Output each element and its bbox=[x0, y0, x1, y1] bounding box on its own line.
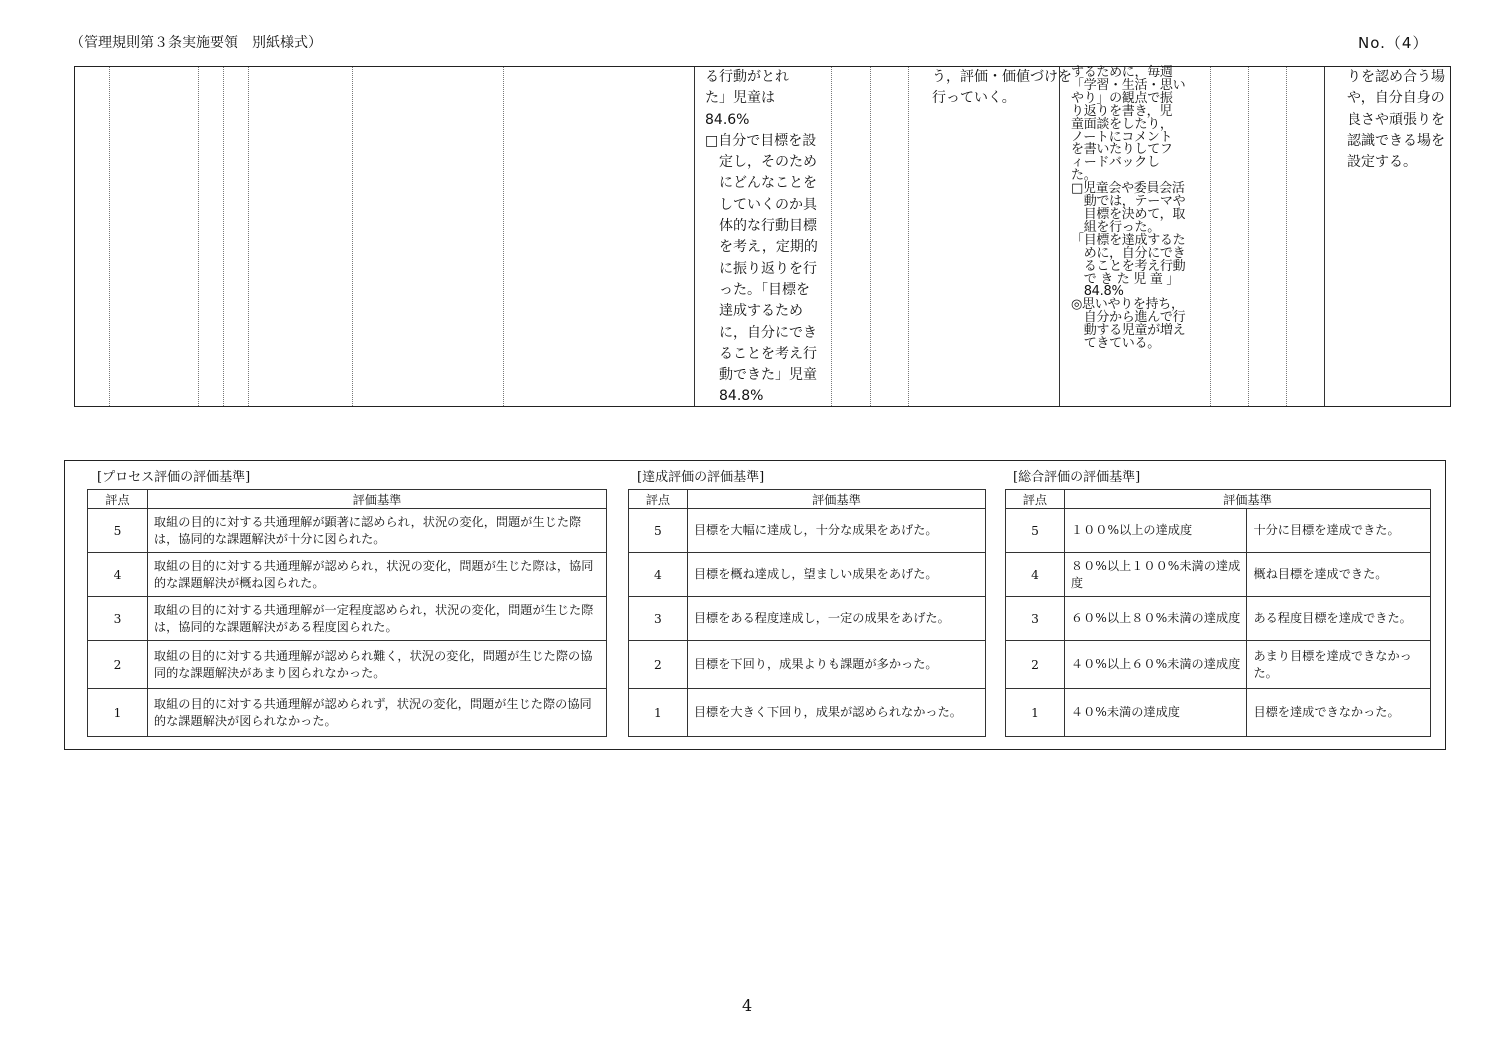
range-cell: ６０%以上８０%未満の達成度 bbox=[1064, 597, 1247, 641]
criteria-cell: あまり目標を達成できなかった。 bbox=[1247, 641, 1431, 689]
column-divider bbox=[248, 67, 249, 406]
criteria-cell: 取組の目的に対する共通理解が認められず，状況の変化，問題が生じた際の協同的な課題解決が図られなかった。 bbox=[147, 689, 606, 737]
criteria-header: 評価基準 bbox=[147, 490, 606, 509]
column-divider bbox=[1059, 67, 1060, 406]
plan-table-continued bbox=[74, 66, 1451, 407]
criteria-cell: 目標を大幅に達成し，十分な成果をあげた。 bbox=[687, 509, 985, 553]
score-cell: 4 bbox=[629, 553, 688, 597]
criteria-cell: 目標を大きく下回り，成果が認められなかった。 bbox=[687, 689, 985, 737]
score-header: 評点 bbox=[1006, 490, 1065, 509]
process-result-text: するために，毎週 「学習・生活・思い やり」の観点で振 り返りを書き，児 童面談をしたり， ノートにコメント を書いたりしてフ ィードバックし た。 □児童会や委員会活 動では，テーマや 目標を決めて，取 組を行った。 「目標を達成するた めに，自分にでき ることを考え行動 で き た 児 童 」 84.8% ◎思いやりを持ち， 自分から進んで行 動する児童が増え てきている。 bbox=[1071, 65, 1186, 352]
form-header-label: （管理規則第３条実施要領 別紙様式） bbox=[70, 35, 322, 51]
criteria-cell: 取組の目的に対する共通理解が認められ難く，状況の変化，問題が生じた際の協同的な課題解決があまり図られなかった。 bbox=[147, 641, 606, 689]
score-cell: 5 bbox=[88, 509, 148, 553]
criteria-cell: 目標を概ね達成し，望ましい成果をあげた。 bbox=[687, 553, 985, 597]
criteria-cell: 取組の目的に対する共通理解が一定程度認められ，状況の変化，問題が生じた際は，協同的な課題解決がある程度図られた。 bbox=[147, 597, 606, 641]
page-code: No.（4） bbox=[1358, 34, 1429, 52]
score-cell: 3 bbox=[1006, 597, 1065, 641]
score-cell: 4 bbox=[88, 553, 148, 597]
column-divider bbox=[1324, 67, 1325, 406]
criteria-cell: 目標を達成できなかった。 bbox=[1247, 689, 1431, 737]
column-divider bbox=[223, 67, 224, 406]
range-cell: ４０%未満の達成度 bbox=[1064, 689, 1247, 737]
column-divider bbox=[1286, 67, 1287, 406]
score-cell: 5 bbox=[1006, 509, 1065, 553]
criteria-cell: 概ね目標を達成できた。 bbox=[1247, 553, 1431, 597]
score-header: 評点 bbox=[88, 490, 148, 509]
score-cell: 3 bbox=[88, 597, 148, 641]
column-divider bbox=[352, 67, 353, 406]
score-cell: 1 bbox=[1006, 689, 1065, 737]
evaluation-method-text: う，評価・価値づけを 行っていく。 bbox=[932, 69, 1072, 107]
score-cell: 4 bbox=[1006, 553, 1065, 597]
column-divider bbox=[870, 67, 871, 406]
range-cell: １００%以上の達成度 bbox=[1064, 509, 1247, 553]
column-divider bbox=[503, 67, 504, 406]
score-cell: 3 bbox=[629, 597, 688, 641]
achievement-criteria-title: [達成評価の評価基準] bbox=[637, 470, 765, 485]
criteria-cell: 取組の目的に対する共通理解が顕著に認められ，状況の変化，問題が生じた際は，協同的な課題解決が十分に図られた。 bbox=[147, 509, 606, 553]
improvement-plan-text: りを認め合う場 や，自分自身の 良さや頑張りを 認識できる場を 設定する。 bbox=[1347, 69, 1445, 171]
process-criteria-title: [プロセス評価の評価基準] bbox=[97, 470, 251, 485]
criteria-cell: 目標をある程度達成し，一定の成果をあげた。 bbox=[687, 597, 985, 641]
achievement-criteria-table bbox=[628, 489, 986, 737]
column-divider bbox=[1210, 67, 1211, 406]
score-header: 評点 bbox=[629, 490, 688, 509]
result-evaluation-text: る行動がとれ た」児童は 84.6% □自分で目標を設 定し，そのため にどんなことを していくのか具 体的な行動目標 を考え，定期的 に振り返りを行 った。「目標を 達成するため に，自分にでき ることを考え行 動できた」児童 84.8% bbox=[705, 69, 818, 405]
criteria-cell: 目標を下回り，成果よりも課題が多かった。 bbox=[687, 641, 985, 689]
column-divider bbox=[908, 67, 909, 406]
overall-criteria-table bbox=[1005, 489, 1431, 737]
score-cell: 5 bbox=[629, 509, 688, 553]
overall-criteria-title: [総合評価の評価基準] bbox=[1013, 470, 1141, 485]
criteria-cell: 取組の目的に対する共通理解が認められ，状況の変化，問題が生じた際は，協同的な課題解決が概ね図られた。 bbox=[147, 553, 606, 597]
range-cell: ４０%以上６０%未満の達成度 bbox=[1064, 641, 1247, 689]
score-cell: 2 bbox=[88, 641, 148, 689]
score-cell: 2 bbox=[1006, 641, 1065, 689]
column-divider bbox=[109, 67, 110, 406]
score-cell: 1 bbox=[629, 689, 688, 737]
column-divider bbox=[831, 67, 832, 406]
criteria-header: 評価基準 bbox=[687, 490, 985, 509]
score-cell: 1 bbox=[88, 689, 148, 737]
criteria-header: 評価基準 bbox=[1064, 490, 1430, 509]
criteria-cell: 十分に目標を達成できた。 bbox=[1247, 509, 1431, 553]
column-divider bbox=[1248, 67, 1249, 406]
criteria-cell: ある程度目標を達成できた。 bbox=[1247, 597, 1431, 641]
evaluation-criteria-box bbox=[64, 460, 1446, 750]
process-criteria-table bbox=[87, 489, 607, 737]
column-divider bbox=[694, 67, 695, 406]
score-cell: 2 bbox=[629, 641, 688, 689]
range-cell: ８０%以上１００%未満の達成度 bbox=[1064, 553, 1247, 597]
page-number: 4 bbox=[742, 996, 753, 1015]
column-divider bbox=[198, 67, 199, 406]
